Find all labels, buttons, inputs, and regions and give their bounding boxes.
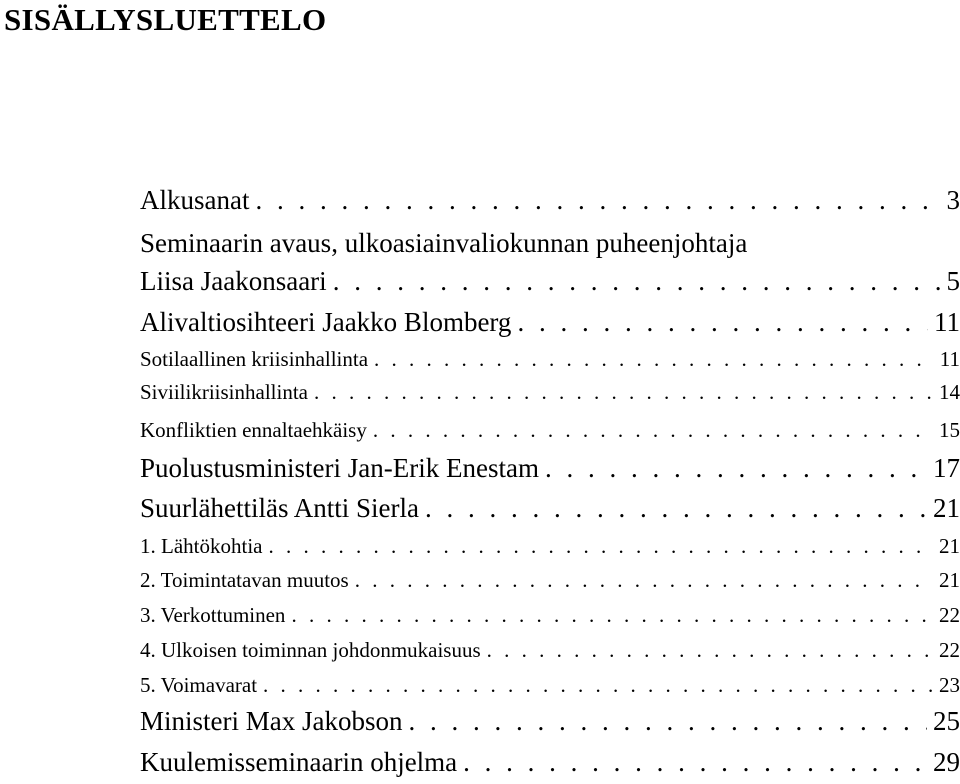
page-title: SISÄLLYSLUETTELO <box>4 2 327 37</box>
toc-entry-page: 14 <box>939 380 960 404</box>
toc-entry-page: 21 <box>933 493 960 523</box>
toc-entry-page: 23 <box>939 673 960 697</box>
toc-entry <box>140 183 960 217</box>
toc-entry-label: 5. Voimavarat <box>140 673 258 697</box>
dot-leader <box>373 416 933 444</box>
dot-leader <box>255 183 940 217</box>
dot-leader <box>487 636 933 664</box>
toc-entry-page: 22 <box>939 638 960 662</box>
toc-entry-page: 3 <box>946 185 960 215</box>
toc-entry <box>140 305 960 339</box>
toc-entry-label: Puolustusministeri Jan-Erik Enestam <box>140 453 539 483</box>
toc-entry-label: Sotilaallinen kriisinhallinta <box>140 347 369 371</box>
toc-entry-label: 4. Ulkoisen toiminnan johdonmukaisuus <box>140 638 481 662</box>
toc-entry <box>140 264 960 298</box>
toc-entry-page: 25 <box>933 706 960 736</box>
dot-leader <box>314 378 933 406</box>
toc-entry-page: 22 <box>939 603 960 627</box>
toc-entry-label: Alkusanat <box>140 185 250 215</box>
toc-entry <box>140 566 960 594</box>
dot-leader <box>409 704 928 738</box>
toc-entry <box>140 345 960 373</box>
toc-entry-label: 1. Lähtökohtia <box>140 534 263 558</box>
toc-entry-page: 29 <box>933 747 960 777</box>
toc-entry-label: Suurlähettiläs Antti Sierla <box>140 493 419 523</box>
toc-entry-heading <box>140 226 960 260</box>
toc-entry <box>140 636 960 664</box>
toc-entry-label: Kuulemisseminaarin ohjelma <box>140 747 458 777</box>
toc-entry-label: Liisa Jaakonsaari <box>140 266 327 296</box>
toc-entry-label: Konfliktien ennaltaehkäisy <box>140 418 367 442</box>
toc-entry-label: Alivaltiosihteeri Jaakko Blomberg <box>140 307 512 337</box>
toc-entry-page: 11 <box>934 307 960 337</box>
toc-entry-page: 17 <box>933 453 960 483</box>
dot-leader <box>545 451 927 485</box>
dot-leader <box>463 745 927 779</box>
toc-entry-page: 21 <box>939 534 960 558</box>
toc-entry-label: 2. Toimintatavan muutos <box>140 568 349 592</box>
toc-entry <box>140 451 960 485</box>
dot-leader <box>355 566 933 594</box>
toc-entry <box>140 601 960 629</box>
toc-entry-label: Ministeri Max Jakobson <box>140 706 403 736</box>
toc-entry <box>140 532 960 560</box>
toc-entry <box>140 671 960 699</box>
toc-entry-label: Seminaarin avaus, ulkoasiainvaliokunnan puheenjohtaja <box>140 228 748 258</box>
toc-entry <box>140 378 960 406</box>
toc-entry <box>140 416 960 444</box>
dot-leader <box>263 671 933 699</box>
toc-entry-label: 3. Verkottuminen <box>140 603 286 627</box>
dot-leader <box>425 491 927 525</box>
toc-entry-page: 21 <box>939 568 960 592</box>
dot-leader <box>333 264 941 298</box>
dot-leader <box>291 601 933 629</box>
dot-leader <box>268 532 933 560</box>
dot-leader <box>517 305 928 339</box>
toc-entry-page: 5 <box>946 266 960 296</box>
dot-leader <box>374 345 934 373</box>
toc-entry <box>140 491 960 525</box>
toc-entry <box>140 745 960 779</box>
toc-entry-page: 11 <box>939 347 960 371</box>
toc-entry-label: Siviilikriisinhallinta <box>140 380 308 404</box>
toc-entry-page: 15 <box>939 418 960 442</box>
toc-entry <box>140 704 960 738</box>
